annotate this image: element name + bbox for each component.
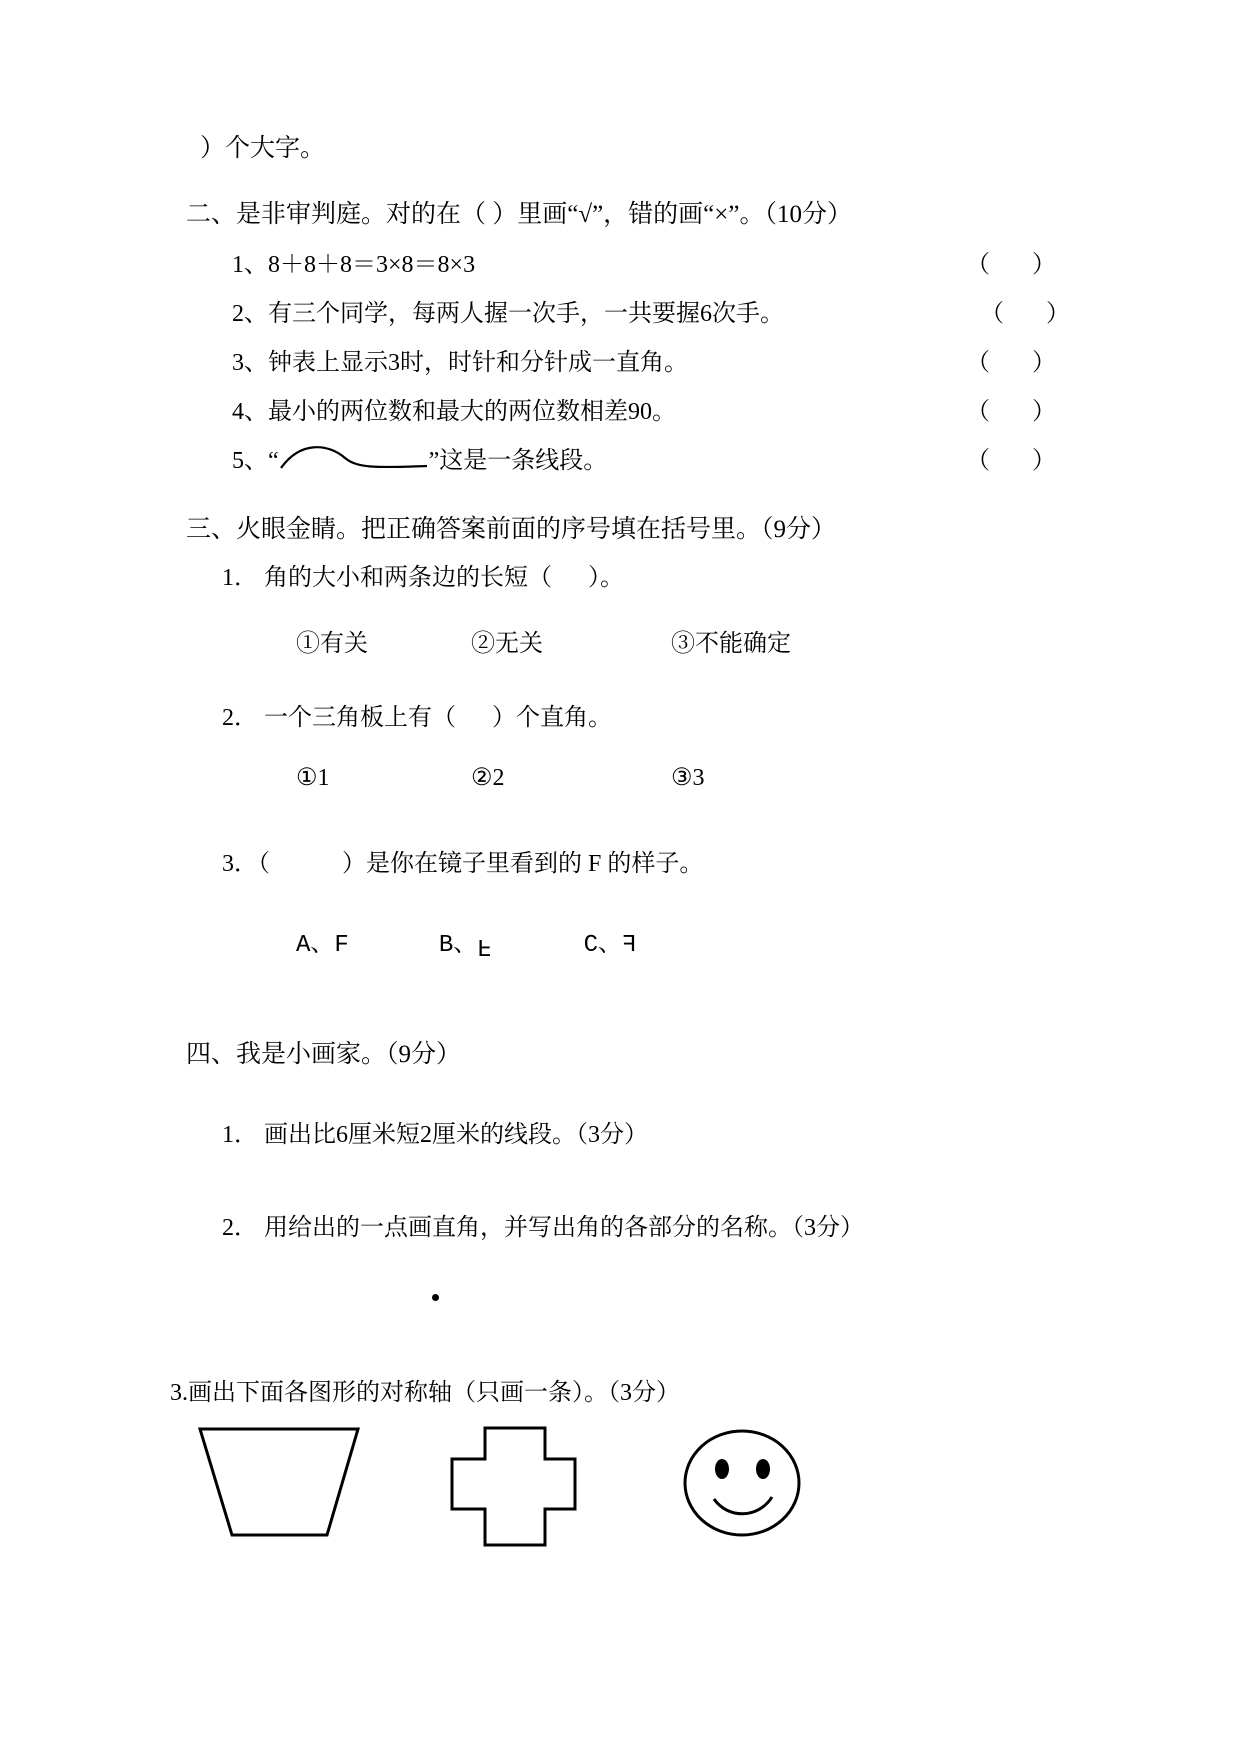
draw-item-1: 1． 画出比6厘米短2厘米的线段。（3分） [222,1121,648,1148]
choice-question-2-options [186,736,1086,819]
tf-item-3-text: 3、钟表上显示3时，时针和分针成一直角。 [232,349,688,376]
tf-item-4-text: 4、最小的两位数和最大的两位数相差90。 [232,398,676,425]
tf-item-1-text: 1、8＋8＋8＝3×8＝8×3 [232,251,476,278]
mirror-option-b-label[interactable]: B、 [438,931,478,959]
tf-item-5-answer-bracket[interactable]: （ ） [966,447,1056,474]
tf-item-5-suffix: ”这是一条线段。 [428,447,608,474]
section-four-heading: 四、我是小画家。（9分） [186,1040,462,1068]
squiggle-curve-icon [279,446,429,472]
mirror-option-c-glyph: F [622,931,637,959]
choice-2-option-b[interactable]: ②2 [471,764,505,791]
symmetry-heading: 3.画出下面各图形的对称轴（只画一条）。（3分） [170,1379,680,1406]
tf-item-2-answer-bracket[interactable]: （ ） [980,300,1070,327]
tf-item-5-prefix: 5、“ [232,447,279,474]
choice-1-option-c[interactable]: ③不能确定 [671,630,791,657]
true-false-item-1 [186,244,1086,279]
true-false-item-2 [186,293,1086,328]
section-two-heading: 二、是非审判庭。对的在（ ）里画“√”，错的画“×”。（10分） [186,200,852,228]
draw-answer-area[interactable] [186,1242,1086,1362]
page-content [170,130,1086,1603]
choice-2-option-a[interactable]: ①1 [296,764,330,791]
choice-question-2: 2． 一个三角板上有（ ）个直角。 [222,704,612,731]
tf-item-3-answer-bracket[interactable]: （ ） [966,349,1056,376]
choice-question-1: 1． 角的大小和两条边的长短（ ）。 [222,564,624,591]
tf-item-1-answer-bracket[interactable]: （ ） [966,251,1056,278]
trapezoid-icon [194,1423,364,1548]
choice-question-1-options [186,596,1086,685]
continued-text: ）个大字。 [200,135,326,162]
true-false-item-3 [186,342,1086,377]
tf-item-4-answer-bracket[interactable]: （ ） [966,398,1056,425]
point-marker-icon [432,1294,439,1301]
mirror-option-a-glyph: F [334,931,349,959]
draw-item-2: 2． 用给出的一点画直角，并写出角的各部分的名称。（3分） [222,1214,864,1241]
true-false-item-5 [186,440,1086,475]
choice-question-3: 3．（ ）是你在镜子里看到的 F 的样子。 [222,850,704,877]
mirror-letter-options [186,896,1086,986]
choice-1-option-b[interactable]: ②无关 [471,630,543,657]
true-false-item-4 [186,391,1086,426]
symmetry-shapes-row [186,1423,1086,1603]
section-three-heading: 三、火眼金睛。把正确答案前面的序号填在括号里。（9分） [186,515,837,543]
cross-icon [444,1423,594,1558]
smiley-face-icon [678,1423,808,1553]
mirror-option-a-label[interactable]: A、 [296,931,335,959]
mirror-option-c-label[interactable]: C、 [583,931,623,959]
mirror-option-b-glyph: F [477,931,492,959]
choice-2-option-c[interactable]: ③3 [671,764,705,791]
tf-item-2-text: 2、有三个同学，每两人握一次手，一共要握6次手。 [232,300,784,327]
choice-1-option-a[interactable]: ①有关 [296,630,368,657]
